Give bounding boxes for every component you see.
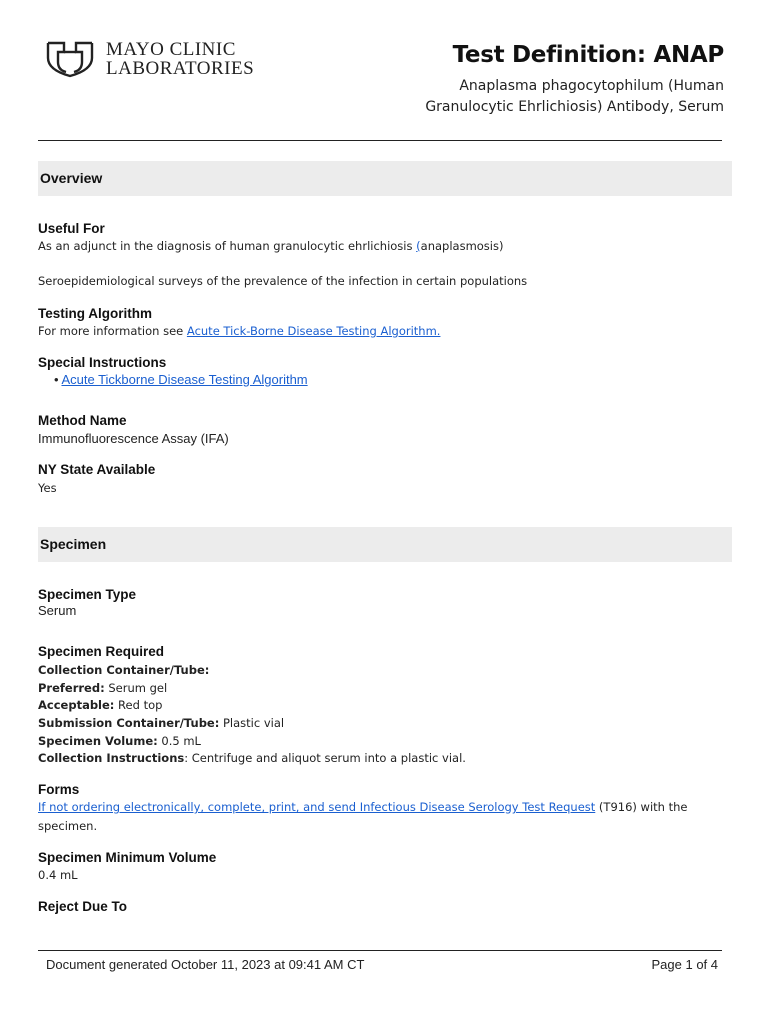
volume-label: Specimen Volume: [38,734,158,748]
bullet-icon: • [54,372,59,387]
subtitle-line-2: Granulocytic Ehrlichiosis) Antibody, Serum [425,99,724,115]
forms-post: (T916) with the [595,800,688,814]
forms-text-line-2: specimen. [38,819,98,833]
min-volume-heading: Specimen Minimum Volume [38,850,217,865]
useful-for-heading: Useful For [38,221,105,236]
method-name-heading: Method Name [38,413,127,428]
special-instructions-heading: Special Instructions [38,355,167,370]
testing-algorithm-heading: Testing Algorithm [38,306,152,321]
logo-line-1: MAYO CLINIC [106,39,236,60]
overview-section-title: Overview [40,170,103,186]
method-name-value: Immunofluorescence Assay (IFA) [38,431,229,446]
special-instructions-item [54,372,308,387]
useful-for-text-2: Seroepidemiological surveys of the prevalence of the infection in certain populations [38,274,528,288]
specimen-type-value: Serum [38,603,77,618]
overview-section-bar [38,161,732,196]
acceptable-label: Acceptable: [38,698,115,712]
collection-container-label: Collection Container/Tube: [38,663,210,677]
acceptable-row [38,698,162,712]
min-volume-value: 0.4 mL [38,868,78,882]
testing-algorithm-link[interactable]: Acute Tick-Borne Disease Testing Algorithm. [186,324,441,338]
mayo-shield-icon [44,40,96,78]
submission-value: Plastic vial [219,716,285,730]
specimen-section-title: Specimen [40,536,107,552]
useful-for-text-1-post: anaplasmosis) [420,239,504,253]
testing-algorithm-pre: For more information see [38,324,187,338]
testing-algorithm-text [38,324,440,338]
forms-link[interactable]: If not ordering electronically, complete, print, and send Infectious Disease Serology Test Request [38,800,596,814]
ny-state-heading: NY State Available [38,462,156,477]
collection-instructions-label: Collection Instructions [38,751,185,765]
useful-for-link[interactable]: ( [416,239,421,253]
special-instructions-link[interactable]: Acute Tickborne Disease Testing Algorithm [61,372,308,387]
forms-text [38,800,728,814]
collection-instructions-value: : Centrifuge and aliquot serum into a plastic vial. [184,751,466,765]
subtitle-line-1: Anaplasma phagocytophilum (Human [459,78,724,94]
acceptable-value: Red top [114,698,163,712]
specimen-section-bar [38,527,732,562]
mayo-clinic-logo [44,40,274,80]
submission-row [38,716,284,730]
footer-divider [38,950,722,951]
forms-heading: Forms [38,782,80,797]
reject-due-to-heading: Reject Due To [38,899,128,914]
preferred-row [38,681,167,695]
specimen-type-heading: Specimen Type [38,587,137,602]
preferred-value: Serum gel [104,681,168,695]
collection-instructions-row [38,751,466,765]
specimen-required-heading: Specimen Required [38,644,165,659]
useful-for-text-1 [38,239,503,253]
ny-state-value: Yes [38,481,57,495]
footer-generated-date: Document generated October 11, 2023 at 09:41 AM CT [46,957,365,972]
volume-row [38,734,201,748]
preferred-label: Preferred: [38,681,105,695]
submission-label: Submission Container/Tube: [38,716,220,730]
useful-for-text-1-pre: As an adjunct in the diagnosis of human granulocytic ehrlichiosis [38,239,417,253]
page-title: Test Definition: ANAP [452,42,724,68]
logo-line-2: LABORATORIES [106,58,255,79]
header-divider [38,140,722,141]
footer-page-number: Page 1 of 4 [651,957,718,972]
volume-value: 0.5 mL [157,734,201,748]
page-subtitle [304,76,724,118]
collection-container-row [38,663,209,677]
